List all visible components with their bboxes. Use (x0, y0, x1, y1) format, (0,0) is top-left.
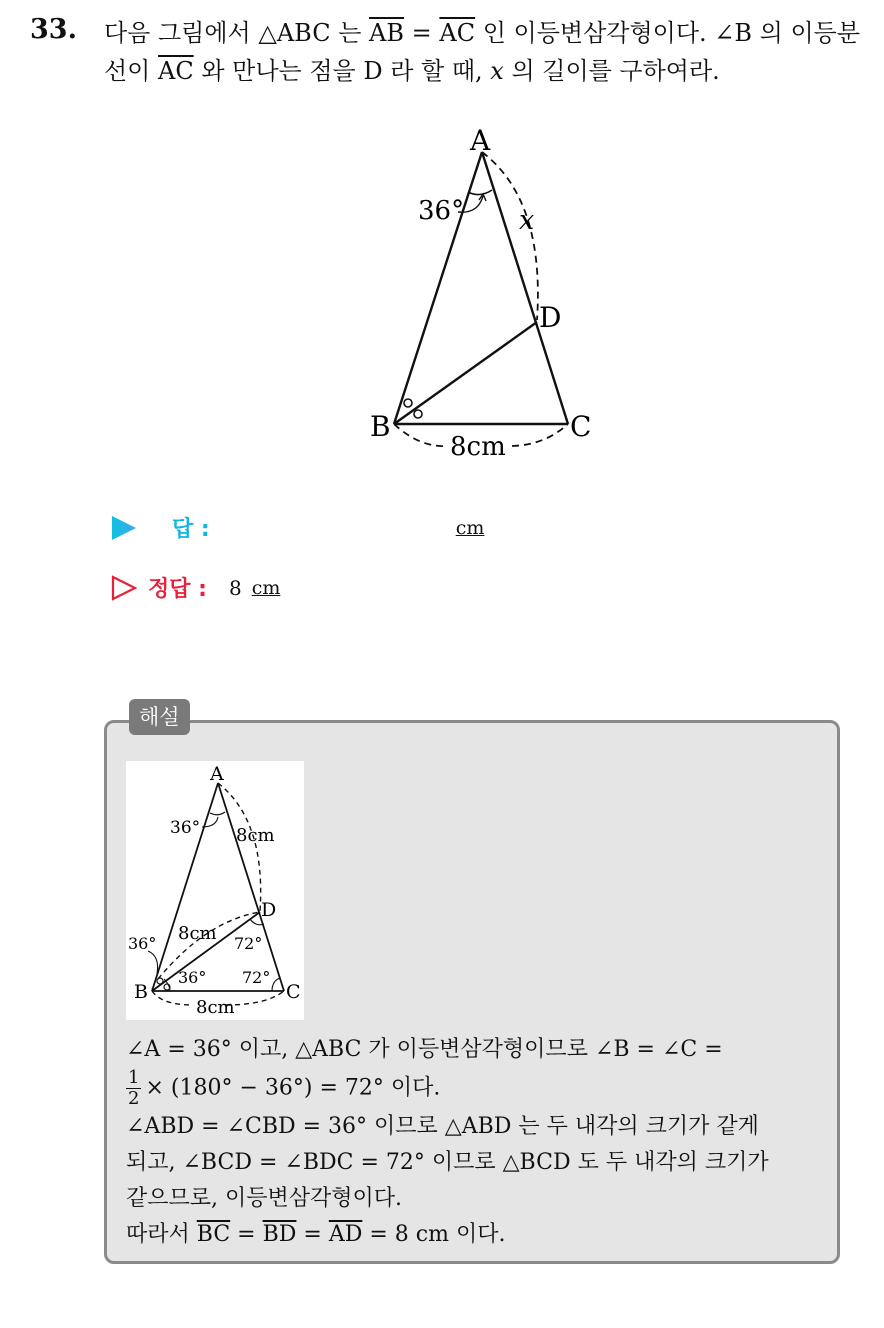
answer-label: 답 : (172, 517, 210, 542)
question-text-part: 다음 그림에서 △ABC 는 (104, 19, 370, 47)
segment-AC: $\overline{AC}$ (439, 19, 476, 47)
correct-answer-label: 정답 : (148, 577, 207, 602)
explanation-line: ∠A = 36° 이고, △ABC 가 이등변삼각형이므로 ∠B = ∠C = (126, 1037, 723, 1062)
explanation-tag: 해설 (129, 699, 190, 735)
explanation-line-text: = 8 cm 이다. (362, 1222, 506, 1247)
exp-label-B: B (134, 981, 148, 1003)
exp-label-C: C (286, 981, 301, 1003)
triangle-figure (0, 0, 884, 480)
exp-label-A: A (210, 763, 224, 785)
correct-answer-row (110, 572, 280, 603)
angle-B-mark (414, 410, 422, 418)
question-text-part: 인 이등변삼각형이다. ∠B 의 이등분선이 (104, 19, 861, 85)
correct-answer-value: 8 (228, 575, 242, 600)
equals-sign: = (230, 1222, 263, 1247)
segment-AB: $\overline{AB}$ (369, 19, 405, 47)
angle-B-mark (404, 399, 412, 407)
question-text-part: 와 만나는 점을 D 라 할 때, (193, 57, 491, 85)
question-text-part: 의 길이를 구하여라. (503, 57, 720, 85)
explanation-line-text: 따라서 (126, 1222, 197, 1247)
answer-row (110, 512, 484, 543)
outline-arrow-icon (110, 574, 138, 602)
explanation-text (126, 1032, 826, 1253)
side-AC (482, 152, 568, 424)
segment-BD: $\overline{BD}$ (262, 1222, 297, 1247)
label-A: A (470, 124, 491, 157)
explanation-line (126, 1217, 826, 1253)
exp-base-BC: 8cm (196, 997, 235, 1018)
fraction (126, 1068, 141, 1109)
angle-A-arc (468, 190, 492, 195)
answer-unit: cm (455, 516, 485, 539)
equals-sign: = (296, 1222, 329, 1247)
play-arrow-icon (110, 514, 138, 542)
explanation-line: 되고, ∠BCD = ∠BDC = 72° 이므로 △BCD 도 두 내각의 크기가 (126, 1150, 769, 1175)
explanation-line (126, 1068, 826, 1109)
segment-AD: $\overline{AD}$ (328, 1222, 363, 1247)
fraction-denominator: 2 (128, 1088, 140, 1109)
base-BC-label: 8cm (450, 432, 506, 462)
angle-A-label: 36° (418, 196, 465, 226)
question-text-part: = (404, 19, 440, 47)
bisector-BD (394, 322, 537, 424)
fraction-numerator: 1 (128, 1067, 140, 1088)
segment-AC: $\overline{AC}$ (158, 57, 194, 85)
explanation-line: 같으므로, 이등변삼각형이다. (126, 1186, 403, 1211)
exp-angle-ABD: 36° (128, 934, 157, 953)
label-C: C (570, 410, 592, 443)
exp-angle-C: 72° (242, 968, 271, 987)
exp-label-D: D (261, 899, 277, 921)
exp-angle-A: 36° (170, 818, 201, 838)
exp-side-BD: 8cm (178, 923, 217, 944)
variable-x: x (490, 57, 504, 85)
label-D: D (539, 301, 562, 334)
explanation-line-text: × (180° − 36°) = 72° 이다. (145, 1075, 441, 1101)
exp-side-AD: 8cm (236, 825, 275, 846)
exp-angle-BDC: 72° (234, 934, 263, 953)
explanation-figure (126, 761, 304, 1020)
correct-answer-unit: cm (251, 576, 281, 599)
label-B: B (370, 410, 391, 443)
exp-angle-DBC: 36° (178, 968, 207, 987)
segment-BC: $\overline{BC}$ (196, 1222, 231, 1247)
side-x-label: x (519, 205, 535, 236)
explanation-line: ∠ABD = ∠CBD = 36° 이므로 △ABD 는 두 내각의 크기가 같게 (126, 1114, 759, 1139)
question-number: 33. (30, 14, 77, 45)
